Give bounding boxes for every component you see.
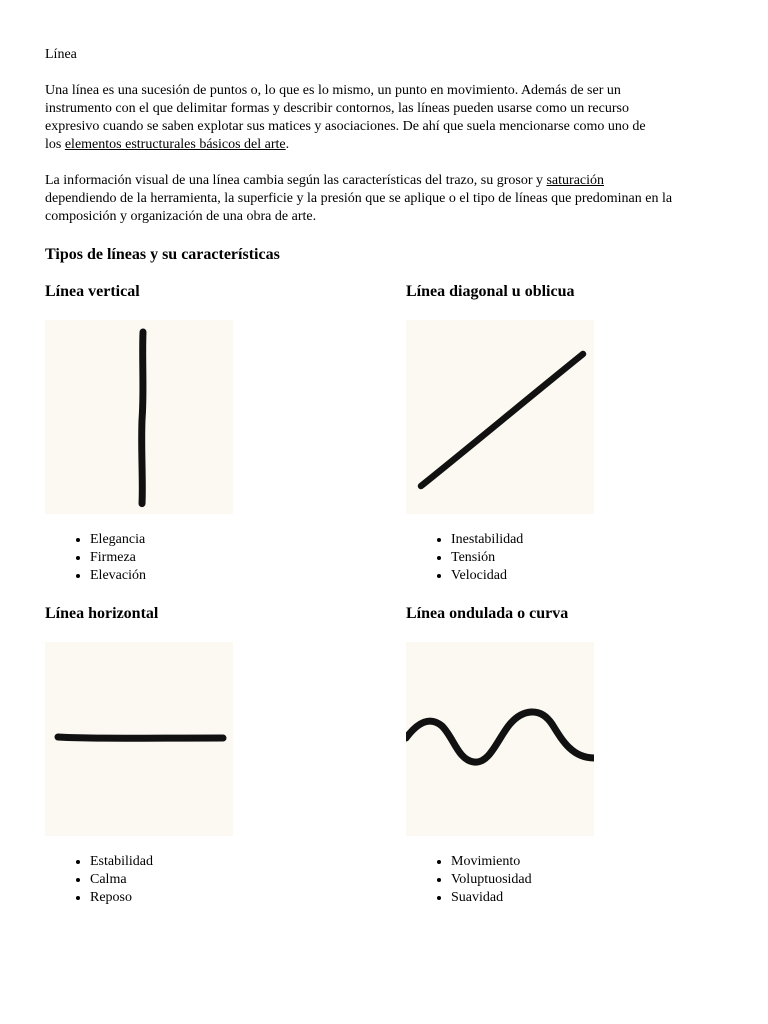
- horizontal-line-drawing: [45, 642, 233, 836]
- paragraph-line: composición y organización de una obra de arte.: [45, 209, 317, 224]
- list-item: • Reposo: [90, 889, 153, 907]
- elementos-estructurales-link[interactable]: elementos estructurales básicos del arte: [64, 137, 286, 152]
- text-fragment: La información visual de una línea cambia según las características del trazo, su grosor y: [45, 173, 547, 188]
- paragraph-line: instrumento con el que delimitar formas y describir contornos, las líneas pueden usarse como un recurso: [45, 101, 629, 116]
- list-item: • Elevación: [90, 567, 146, 585]
- characteristics-list: [406, 853, 532, 907]
- list-item: • Tensión: [451, 549, 523, 567]
- paragraph-line: expresivo cuando se saben explotar sus matices y asociaciones. De ahí que suela mencionarse como uno de: [45, 119, 646, 134]
- list-item: • Estabilidad: [90, 853, 153, 871]
- paragraph-line: dependiendo de la herramienta, la superficie y la presión que se aplique o el tipo de líneas que predominan en la: [45, 191, 673, 206]
- horizontal-line-image: [45, 642, 233, 836]
- line-type-heading: Línea diagonal u oblicua: [406, 283, 575, 300]
- vertical-line-drawing: [45, 320, 233, 514]
- list-item: • Voluptuosidad: [451, 871, 532, 889]
- text-fragment: .: [285, 137, 290, 152]
- diagonal-line-image: [406, 320, 594, 514]
- list-item: • Velocidad: [451, 567, 523, 585]
- intro-paragraph: [45, 82, 735, 154]
- paragraph-line: Una línea es una sucesión de puntos o, lo que es lo mismo, un punto en movimiento. Además de ser un: [45, 83, 621, 98]
- section-heading: Tipos de líneas y su características: [45, 246, 280, 263]
- paragraph-line: [45, 136, 735, 154]
- text-fragment: los: [45, 137, 65, 152]
- paragraph-line: [45, 172, 735, 190]
- diagonal-line-drawing: [406, 320, 594, 514]
- characteristics-list: [45, 853, 153, 907]
- line-type-horizontal: [45, 604, 385, 905]
- line-type-heading: Línea horizontal: [45, 605, 159, 622]
- wavy-line-drawing: [406, 642, 594, 836]
- list-item: • Calma: [90, 871, 153, 889]
- line-type-heading: Línea vertical: [45, 283, 140, 300]
- vertical-line-image: [45, 320, 233, 514]
- wavy-line-image: [406, 642, 594, 836]
- saturacion-link[interactable]: saturación: [546, 173, 605, 188]
- list-item: • Suavidad: [451, 889, 532, 907]
- page-title: Línea: [45, 47, 77, 62]
- characteristics-list: [406, 531, 523, 585]
- list-item: • Elegancia: [90, 531, 146, 549]
- line-type-vertical: [45, 282, 385, 583]
- visual-info-paragraph: [45, 172, 735, 226]
- list-item: • Firmeza: [90, 549, 146, 567]
- line-type-diagonal: [406, 282, 746, 583]
- characteristics-list: [45, 531, 146, 585]
- list-item: • Inestabilidad: [451, 531, 523, 549]
- line-type-heading: Línea ondulada o curva: [406, 605, 569, 622]
- line-type-wavy: [406, 604, 746, 905]
- list-item: • Movimiento: [451, 853, 532, 871]
